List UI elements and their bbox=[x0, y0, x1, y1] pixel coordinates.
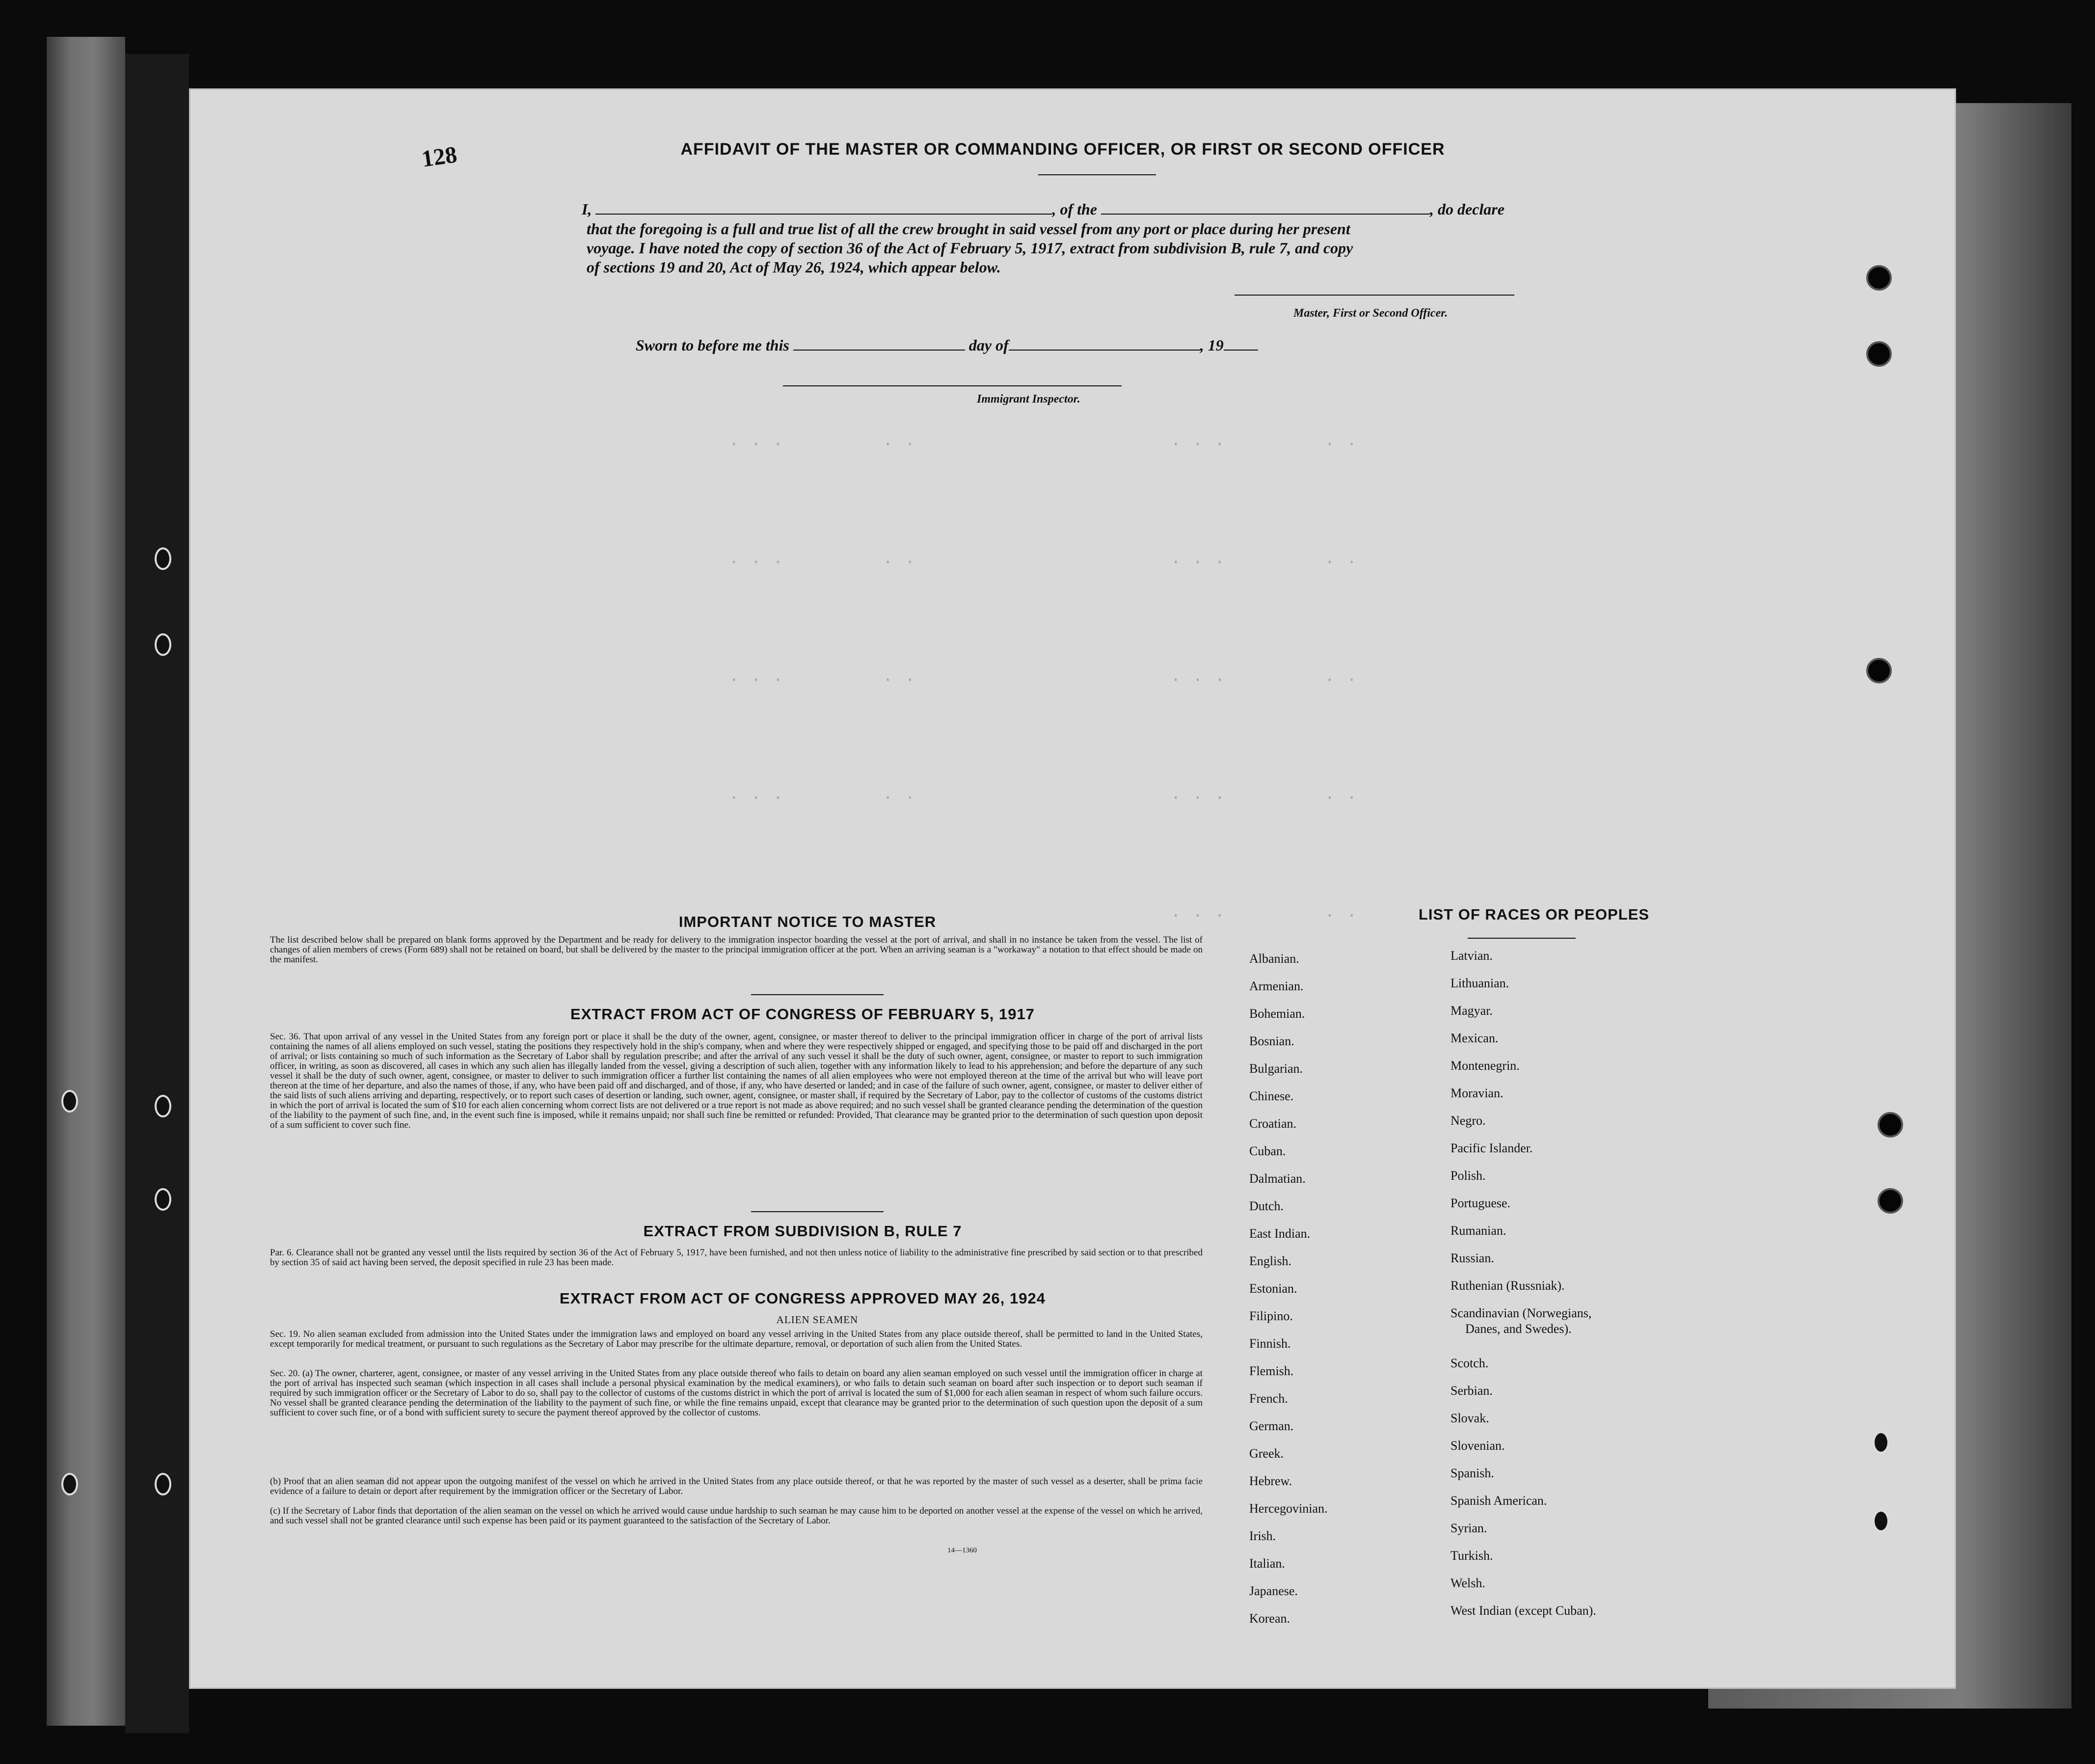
affidavit-line-2: that the foregoing is a full and true list of all the crew brought in said vessel from any port or place during her present bbox=[587, 220, 1350, 238]
race-item: Serbian. bbox=[1450, 1384, 1493, 1398]
race-item: Slovenian. bbox=[1450, 1438, 1505, 1453]
race-item: Finnish. bbox=[1249, 1336, 1291, 1351]
signature-caption: Master, First or Second Officer. bbox=[1293, 307, 1448, 320]
race-item: Magyar. bbox=[1450, 1004, 1493, 1018]
race-item: Greek. bbox=[1249, 1446, 1284, 1461]
race-item: Irish. bbox=[1249, 1529, 1276, 1543]
race-item: Welsh. bbox=[1450, 1576, 1485, 1590]
race-item: Mexican. bbox=[1450, 1031, 1499, 1045]
form-number: 14—1360 bbox=[947, 1547, 977, 1554]
sworn-before-text: Sworn to before me this bbox=[636, 336, 789, 354]
race-item: Scotch. bbox=[1450, 1356, 1489, 1370]
year-prefix: , 19 bbox=[1200, 336, 1224, 354]
race-item: Korean. bbox=[1249, 1611, 1290, 1626]
punch-hole bbox=[155, 1473, 171, 1495]
signature-line[interactable] bbox=[1235, 295, 1514, 296]
extract-1924-subtitle: ALIEN SEAMEN bbox=[776, 1314, 859, 1326]
race-item: West Indian (except Cuban). bbox=[1450, 1603, 1596, 1618]
extract-1924-sec19: Sec. 19. No alien seaman excluded from admission into the United States under the immigration laws and employed on board any vessel arriving in the United States from any place outside thereof, shall be permitted to land in the United States, except temporarily for medical treatment, or pursuant to such regulations as the Secretary of Labor may prescribe for the ultimate departure, removal, or deportation of such alien from the United States. bbox=[270, 1329, 1203, 1349]
race-item: East Indian. bbox=[1249, 1226, 1311, 1241]
inspector-caption: Immigrant Inspector. bbox=[977, 393, 1080, 406]
affidavit-line-1 bbox=[582, 200, 1760, 218]
race-item: Bulgarian. bbox=[1249, 1061, 1303, 1076]
race-item: Armenian. bbox=[1249, 979, 1304, 993]
extract-rule7-title: EXTRACT FROM SUBDIVISION B, RULE 7 bbox=[643, 1222, 962, 1240]
do-declare-text: , do declare bbox=[1430, 200, 1504, 218]
affidavit-line-4: of sections 19 and 20, Act of May 26, 1924, which appear below. bbox=[587, 258, 1001, 276]
race-item: Moravian. bbox=[1450, 1086, 1504, 1100]
extract-1917-body: Sec. 36. That upon arrival of any vessel in the United States from any foreign port or place it shall be the duty of the owner, agent, consignee, or master thereof to deliver to the principal immigration officer in charge of the port of arrival lists containing the names of all aliens employed on such vessel, stating the positions they respectively hold in the ship's company, when and where they were respectively shipped or engaged, and specifying those to be paid off and discharged in the port of arrival; or lists containing so much of such information as the Secretary of Labor shall by regulation prescribe; and after the arrival of any such vessel it shall be the duty of such owner, agent, consignee, or master to report to such immigration officer, in writing, as soon as discovered, all cases in which any such alien has illegally landed from the vessel, giving a description of such alien, together with any information likely to lead to his apprehension; and before the departure of any such vessel it shall be the duty of such owner, agent, consignee, or master to deliver to such immigration officer a further list containing the names of all alien employees who were not employed thereon at the time of the arrival but who will leave port thereon at the time of her departure, and also the names of those, if any, who have been paid off and discharged, and of those, if any, who have deserted or landed; and in case of the failure of such owner, agent, consignee, or master to deliver either of the said lists of such aliens arriving and departing, respectively, or to report such cases of desertion or landing, such owner, agent, consignee, or master shall, if required by the Secretary of Labor, pay to the collector of customs of the customs district in which the port of arrival is located the sum of $10 for each alien concerning whom correct lists are not delivered or a true report is not made as above required; and no such vessel shall be granted clearance pending the determination of the question of the liability to the payment of such fine, and, in the event such fine is imposed, while it remains unpaid; nor shall such fine be remitted or refunded: Provided, That clearance may be granted prior to the determination of such question upon deposit of a sum sufficient to cover such fine. bbox=[270, 1031, 1203, 1130]
sworn-month-blank[interactable] bbox=[1009, 337, 1200, 351]
race-item: Albanian. bbox=[1249, 951, 1299, 966]
punch-hole bbox=[1878, 1188, 1903, 1214]
race-item: Latvian. bbox=[1450, 949, 1493, 963]
race-item: Italian. bbox=[1249, 1556, 1285, 1571]
notice-body: The list described below shall be prepared on blank forms approved by the Department and be ready for delivery to the immigration inspector boarding the vessel at the port of arrival, and shall in no instance be taken from the vessel. The list of changes of alien members of crews (Form 689) shall not be retained on board, but shall be delivered by the master to the principal immigration officer at the port. When an arriving seaman is a "workaway" a notation to that effect should be made on the manifest. bbox=[270, 935, 1203, 965]
extract-1924-title: EXTRACT FROM ACT OF CONGRESS APPROVED MAY 26, 1924 bbox=[560, 1290, 1046, 1307]
punch-hole bbox=[155, 1095, 171, 1117]
race-item: Portuguese. bbox=[1450, 1196, 1511, 1210]
race-item: Ruthenian (Russniak). bbox=[1450, 1278, 1565, 1293]
affidavit-line-3: voyage. I have noted the copy of section 36 of the Act of February 5, 1917, extract from subdivision B, rule 7, and copy bbox=[587, 239, 1353, 257]
extract-1924-sec20c: (c) If the Secretary of Labor finds that deportation of the alien seaman on the vessel on which he arrived would cause undue hardship to such seaman he may cause him to be deported on another vessel at the expense of the vessel on which he arrived, and such vessel shall not be granted clearance until such expense has been paid or its payment guaranteed to the satisfaction of the Secretary of Labor. bbox=[270, 1506, 1203, 1526]
extract-1917-title: EXTRACT FROM ACT OF CONGRESS OF FEBRUARY 5, 1917 bbox=[570, 1005, 1035, 1023]
of-the-text: , of the bbox=[1052, 200, 1097, 218]
race-item: Scandinavian (Norwegians, bbox=[1450, 1306, 1592, 1320]
race-item: Negro. bbox=[1450, 1113, 1486, 1128]
punch-hole bbox=[155, 633, 171, 656]
punch-hole bbox=[61, 1090, 78, 1113]
punch-hole bbox=[1866, 341, 1892, 367]
section-rule bbox=[751, 994, 884, 995]
race-item: Polish. bbox=[1450, 1168, 1486, 1183]
race-item: Dutch. bbox=[1249, 1199, 1284, 1213]
notice-title: IMPORTANT NOTICE TO MASTER bbox=[678, 913, 937, 930]
sworn-day-blank[interactable] bbox=[793, 337, 965, 351]
extract-1924-sec20b: (b) Proof that an alien seaman did not appear upon the outgoing manifest of the vessel on which he arrived in the United States from any place outside thereof, or that he was reported by the master of such vessel as a deserter, shall be prima facie evidence of a failure to detain or deport after requirement by the immigration officer or the Secretary of Labor. bbox=[270, 1476, 1203, 1496]
race-item: Japanese. bbox=[1249, 1584, 1298, 1598]
race-item: English. bbox=[1249, 1254, 1291, 1268]
race-item: Hebrew. bbox=[1249, 1474, 1292, 1488]
races-rule bbox=[1468, 938, 1576, 939]
day-of-text: day of bbox=[968, 336, 1009, 354]
race-item: Chinese. bbox=[1249, 1089, 1294, 1103]
race-item: Russian. bbox=[1450, 1251, 1494, 1265]
race-item: German. bbox=[1249, 1419, 1294, 1433]
race-item: Hercegovinian. bbox=[1249, 1501, 1328, 1516]
race-item: French. bbox=[1249, 1391, 1288, 1406]
punch-hole bbox=[1873, 1431, 1889, 1454]
punch-hole bbox=[1866, 658, 1892, 683]
affidavit-opening: I, bbox=[582, 200, 592, 218]
punch-hole bbox=[155, 1188, 171, 1211]
name-blank[interactable] bbox=[595, 201, 1052, 215]
race-item: Danes, and Swedes). bbox=[1465, 1322, 1572, 1336]
extract-1924-sec20a: Sec. 20. (a) The owner, charterer, agent, consignee, or master of any vessel arriving in the United States from any place outside thereof who fails to detain on board any alien seaman employed on such vessel until the immigration officer in charge at the port of arrival has inspected such seaman (which inspection in all cases shall include a personal physical examination by the medical examiners), or who fails to detain such seaman on board after such inspection or to deport such seaman if required by such immigration officer or the Secretary of Labor to do so, shall pay to the collector of customs of the customs district in which the port of arrival is located the sum of $1,000 for each alien seaman in respect of whom such failure occurs. No vessel shall be granted clearance pending the determination of the liability to the payment of such fine, or while the fine remains unpaid, except that clearance may be granted prior to the determination of such question upon the deposit of a sum sufficient to cover such fine, or of a bond with sufficient surety to secure the payment thereof approved by the collector of customs. bbox=[270, 1368, 1203, 1418]
race-item: Syrian. bbox=[1450, 1521, 1487, 1535]
extract-rule7-body: Par. 6. Clearance shall not be granted any vessel until the lists required by section 36 of the Act of February 5, 1917, have been furnished, and not then unless notice of liability to the administrative fine prescribed by said section or to that prescribed by section 35 of said act having been served, the deposit specified in rule 23 has been made. bbox=[270, 1248, 1203, 1268]
sworn-year-blank[interactable] bbox=[1224, 337, 1258, 351]
race-item: Rumanian. bbox=[1450, 1223, 1506, 1238]
race-item: Pacific Islander. bbox=[1450, 1141, 1533, 1155]
race-item: Bohemian. bbox=[1249, 1006, 1305, 1021]
punch-hole bbox=[1873, 1510, 1889, 1532]
race-item: Dalmatian. bbox=[1249, 1171, 1306, 1186]
race-item: Estonian. bbox=[1249, 1281, 1297, 1296]
race-item: Spanish. bbox=[1450, 1466, 1494, 1480]
vessel-blank[interactable] bbox=[1101, 201, 1430, 215]
document-page: . . . . . . . . . . . . . . . . . . . . . . . . . . . . . . . . . . . . . . . . . . . . . 128 AFFIDAVIT OF THE MASTER OR COMMANDING OFFICER, OR FIRST OR SECOND OFFICER I, , of the , do declare that the foregoing is a full and true list of all the crew brought in said vessel from any port or place during her present voyage. I have noted the copy of section 36 of the Act of February 5, 1917, extract from subdivision B, rule 7, and copy of sections 19 and 20, Act of May 26, 1924, which appear below. Master, First or Second Officer. Sworn to before me this day of , 19 Immigrant Inspector. IMPORTANT NOTICE TO MASTER The list described below shall be prepared on blank forms approved by the Department and be ready for delivery to the immigration inspector boarding the vessel at the port of arrival, and shall in no instance be taken from the vessel. The list of changes of alien members of crews (Form 689) shall not be retained on board, but shall be delivered by the master to the principal immigration officer at the port. When an arriving seaman is a "workaway" a notation to that effect should be made on the manifest. EXTRACT FROM ACT OF CONGRESS OF FEBRUARY 5, 1917 Sec. 36. That upon arrival of any vessel in the United States from any foreign port or place it shall be the duty of the owner, agent, consignee, or master thereof to deliver to the principal immigration officer in charge of the port of arrival lists containing the names of all aliens employed on such vessel, stating the positions they respectively hold in the ship's company, when and where they were respectively shipped or engaged, and specifying those to be paid off and discharged in the port of arrival; or lists containing so much of such information as the Secretary of Labor shall by regulation prescribe; and after the arrival of any such vessel it shall be the duty of such owner, agent, consignee, or master to report to such immigration officer, in writing, as soon as discovered, all cases in which any such alien has illegally landed from the vessel, giving a description of such alien, together with any information likely to lead to his apprehension; and before the departure of any such vessel it shall be the duty of such owner, agent, consignee, or master to deliver to such immigration officer a further list containing the names of all alien employees who were not employed thereon at the time of the arrival but who will leave port thereon at the time of her departure, and also the names of those, if any, who have been paid off and discharged, and of those, if any, who have deserted or landed; and in case of the failure of such owner, agent, consignee, or master to deliver either of the said lists of such aliens arriving and departing, respectively, or to report such cases of desertion or landing, such owner, agent, consignee, or master shall, if required by the Secretary of Labor, pay to the collector of customs of the customs district in which the port of arrival is located the sum of $10 for each alien concerning whom correct lists are not delivered or a true report is not made as above required; and no such vessel shall be granted clearance pending the determination of the question of the liability to the payment of such fine, and, in the event such fine is imposed, while it remains unpaid; nor shall such fine be remitted or refunded: Provided, That clearance may be granted prior to the determination of such question upon deposit of a sum sufficient to cover such fine. EXTRACT FROM SUBDIVISION B, RULE 7 Par. 6. Clearance shall not be granted any vessel until the lists required by section 36 of the Act of February 5, 1917, have been furnished, and not then unless notice of liability to the administrative fine prescribed by said section or to that prescribed by section 35 of said act having been served, the deposit specified in rule 23 has been made. EXTRACT FROM ACT OF CONGRESS APPROVED MAY 26, 1924 ALIEN SEAMEN Sec. 19. No alien seaman excluded from admission into the United States under the immigration laws and employed on board any vessel arriving in the United States from any place outside thereof, shall be permitted to land in the United States, except temporarily for medical treatment, or pursuant to such regulations as the Secretary of Labor may prescribe for the ultimate departure, removal, or deportation of such alien from the United States. Sec. 20. (a) The owner, charterer, agent, consignee, or master of any vessel arriving in the United States from any place outside thereof who fails to detain on board any alien seaman employed on such vessel until the immigration officer in charge at the port of arrival has inspected such seaman (which inspection in all cases shall include a personal physical examination by the medical examiners), or who fails to detain such seaman on board after such inspection or to deport such seaman if required by such immigration officer or the Secretary of Labor to do so, shall pay to the collector of customs of the customs district in which the port of arrival is located the sum of $1,000 for each alien seaman in respect of whom such failure occurs. No vessel shall be granted clearance pending the determination of the liability to the payment of such fine, or while the fine remains unpaid, except that clearance may be granted prior to the determination of such question upon the deposit of a sum sufficient to cover such fine, or of a bond with sufficient surety to secure the payment thereof approved by the collector of customs. (b) Proof that an alien seaman did not appear upon the outgoing manifest of the vessel on which he arrived in the United States from any place outside thereof, or that he was reported by the master of such vessel as a deserter, shall be prima facie evidence of a failure to detain or deport after requirement by the immigration officer or the Secretary of Labor. (c) If the Secretary of Labor finds that deportation of the alien seaman on the vessel on which he arrived would cause undue hardship to such seaman he may cause him to be deported on another vessel at the expense of the vessel on which he arrived, and such vessel shall not be granted clearance until such expense has been paid or its payment guaranteed to the satisfaction of the Secretary of Labor. 14—1360 LIST OF RACES OR PEOPLES Albanian. Armenian. Bohemian. Bosnian. Bulgarian. Chinese. Croatian. Cuban. Dalmatian. Dutch. East Indian. English. Estonian. Filipino. Finnish. Flemish. French. German. Greek. Hebrew. Hercegovinian. Irish. Italian. Japanese. Korean. Latvian. Lithuanian. Magyar. Mexican. Montenegrin. Moravian. Negro. Pacific Islander. Polish. Portuguese. Rumanian. Russian. Ruthenian (Russniak). Scandinavian (Norwegians, Danes, and Swedes). Scotch. Serbian. Slovak. Slovenian. Spanish. Spanish American. Syrian. Turkish. Welsh. West Indian (except Cuban). bbox=[189, 88, 1956, 1689]
races-title: LIST OF RACES OR PEOPLES bbox=[1418, 906, 1650, 923]
punch-hole bbox=[61, 1473, 78, 1495]
race-item: Turkish. bbox=[1450, 1548, 1493, 1563]
sworn-line bbox=[636, 336, 1258, 354]
race-item: Flemish. bbox=[1249, 1364, 1294, 1378]
race-item: Filipino. bbox=[1249, 1309, 1293, 1323]
inspector-signature-line[interactable] bbox=[783, 385, 1122, 386]
race-item: Lithuanian. bbox=[1450, 976, 1509, 990]
race-item: Spanish American. bbox=[1450, 1493, 1547, 1508]
binder-strip bbox=[47, 37, 125, 1726]
punch-hole bbox=[155, 547, 171, 570]
affidavit-heading: AFFIDAVIT OF THE MASTER OR COMMANDING OFFICER, OR FIRST OR SECOND OFFICER bbox=[680, 140, 1445, 159]
race-item: Montenegrin. bbox=[1450, 1058, 1520, 1073]
race-item: Bosnian. bbox=[1249, 1034, 1294, 1048]
race-item: Slovak. bbox=[1450, 1411, 1489, 1425]
race-item: Croatian. bbox=[1249, 1116, 1297, 1131]
punch-hole bbox=[1878, 1112, 1903, 1138]
page-number-mark: 128 bbox=[420, 141, 459, 172]
heading-rule bbox=[1038, 174, 1156, 175]
section-rule bbox=[751, 1211, 884, 1212]
punch-hole bbox=[1866, 265, 1892, 291]
race-item: Cuban. bbox=[1249, 1144, 1286, 1158]
